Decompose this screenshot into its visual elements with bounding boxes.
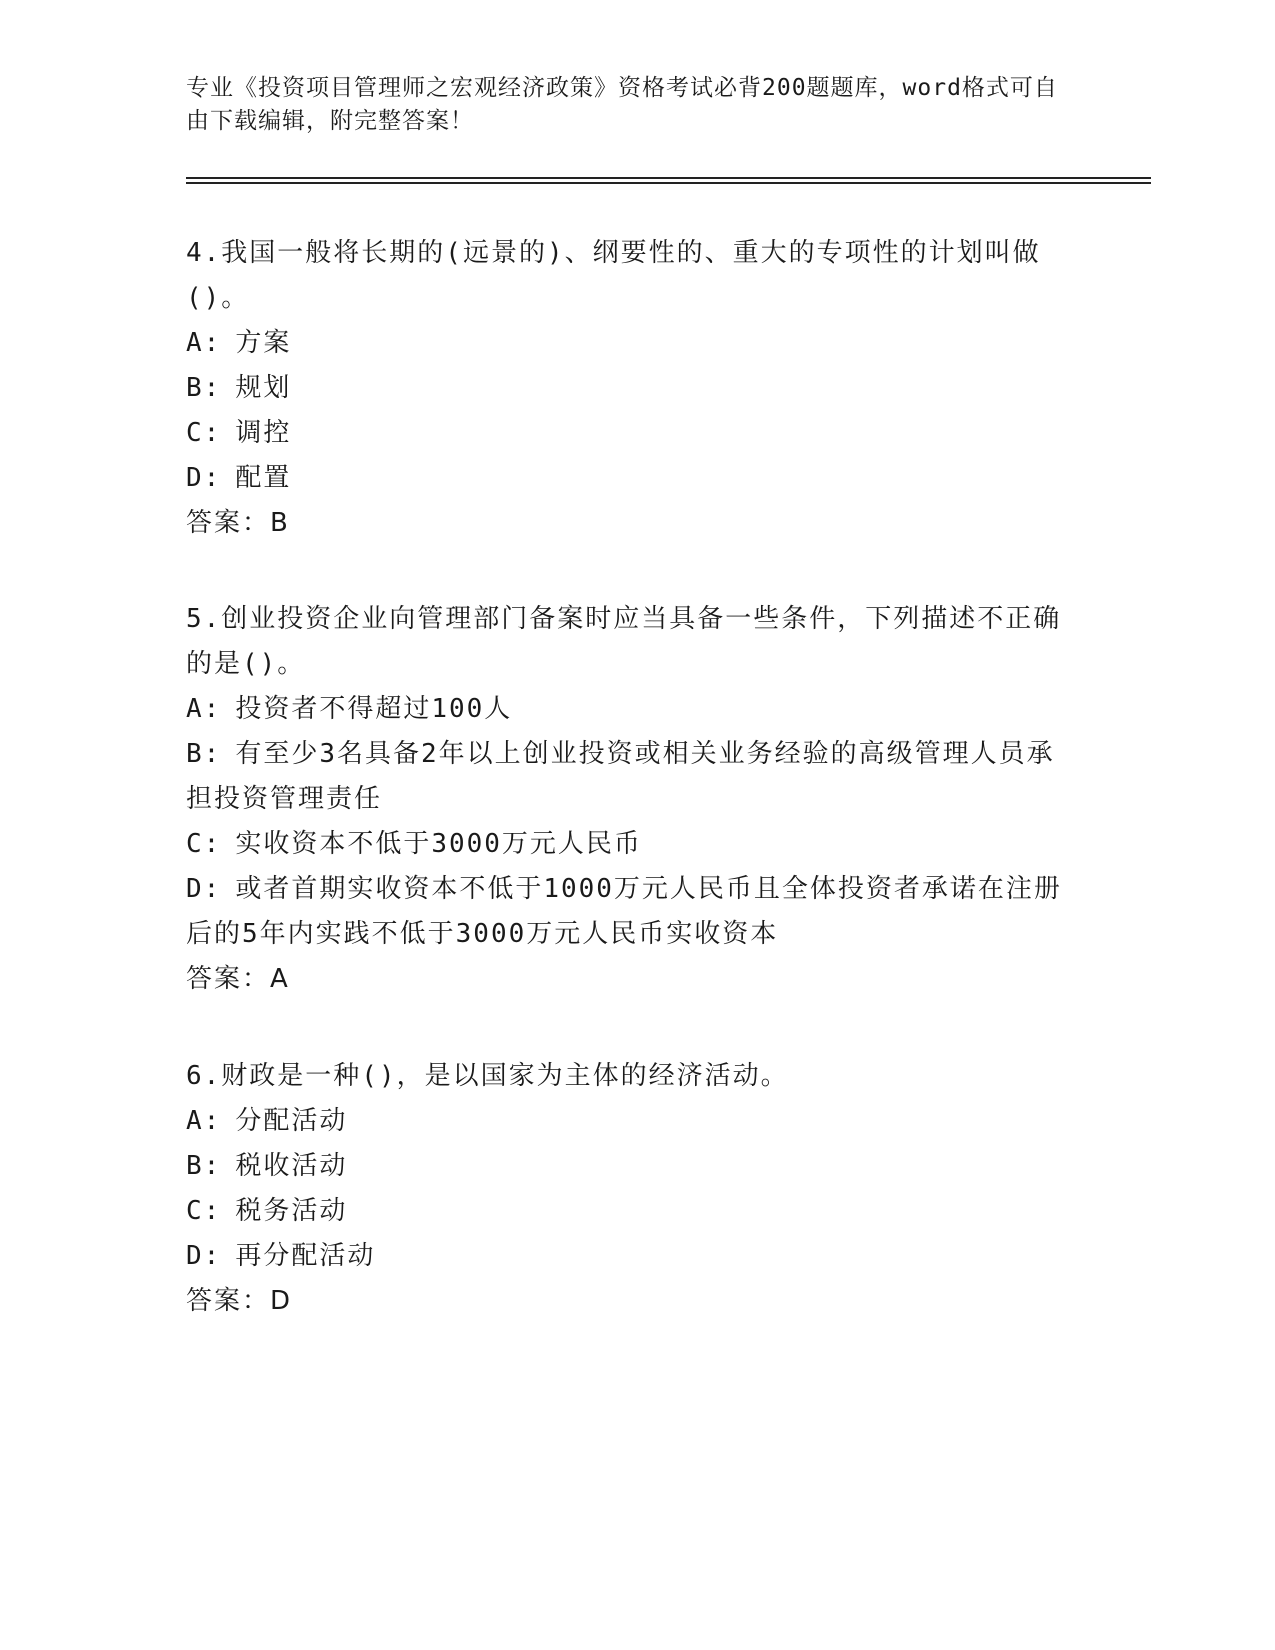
option-a: [186, 1099, 1066, 1144]
question-stem: 4.我国一般将长期的(远景的)、纲要性的、重大的专项性的计划叫做()。: [186, 238, 1041, 313]
option-letter: B:: [186, 373, 222, 403]
option-letter: A:: [186, 694, 222, 724]
option-text: 税收活动: [235, 1151, 348, 1181]
question-stem: 5.创业投资企业向管理部门备案时应当具备一些条件，下列描述不正确的是()。: [186, 604, 1062, 679]
option-c: [186, 411, 1066, 456]
option-b: [186, 732, 1066, 822]
header-rule-bottom: [186, 182, 1151, 184]
option-a: [186, 687, 1066, 732]
header-rule-top: [186, 177, 1151, 179]
option-letter: A:: [186, 1106, 222, 1136]
option-b: [186, 366, 1066, 411]
option-letter: C:: [186, 1196, 222, 1226]
option-text: 实收资本不低于3000万元人民币: [235, 829, 642, 859]
question-stem: 6.财政是一种()，是以国家为主体的经济活动。: [186, 1061, 789, 1091]
option-letter: D:: [186, 1241, 222, 1271]
option-letter: A:: [186, 328, 222, 358]
question-block: [186, 231, 1066, 546]
option-letter: B:: [186, 1151, 222, 1181]
option-text: 分配活动: [235, 1106, 348, 1136]
option-c: [186, 822, 1066, 867]
option-letter: D:: [186, 874, 222, 904]
answer-line: 答案：B: [186, 508, 290, 538]
option-letter: C:: [186, 829, 222, 859]
option-text: 方案: [235, 328, 292, 358]
option-text: 规划: [235, 373, 292, 403]
option-text: 调控: [235, 418, 292, 448]
option-letter: C:: [186, 418, 222, 448]
option-d: [186, 1234, 1066, 1279]
option-text: 再分配活动: [235, 1241, 376, 1271]
option-text: 有至少3名具备2年以上创业投资或相关业务经验的高级管理人员承担投资管理责任: [186, 739, 1055, 814]
option-letter: B:: [186, 739, 222, 769]
option-b: [186, 1144, 1066, 1189]
option-d: [186, 867, 1066, 957]
answer-line: 答案：D: [186, 1286, 293, 1316]
option-d: [186, 456, 1066, 501]
document-header: 专业《投资项目管理师之宏观经济政策》资格考试必背200题题库，word格式可自由下载编辑，附完整答案！: [186, 75, 1058, 134]
option-c: [186, 1189, 1066, 1234]
option-text: 配置: [235, 463, 292, 493]
option-text: 税务活动: [235, 1196, 348, 1226]
option-letter: D:: [186, 463, 222, 493]
option-text: 投资者不得超过100人: [235, 694, 513, 724]
question-block: [186, 597, 1066, 1002]
option-text: 或者首期实收资本不低于1000万元人民币且全体投资者承诺在注册后的5年内实践不低于3000万元人民币实收资本: [186, 874, 1062, 949]
answer-line: 答案：A: [186, 964, 290, 994]
option-a: [186, 321, 1066, 366]
question-block: [186, 1054, 1066, 1324]
